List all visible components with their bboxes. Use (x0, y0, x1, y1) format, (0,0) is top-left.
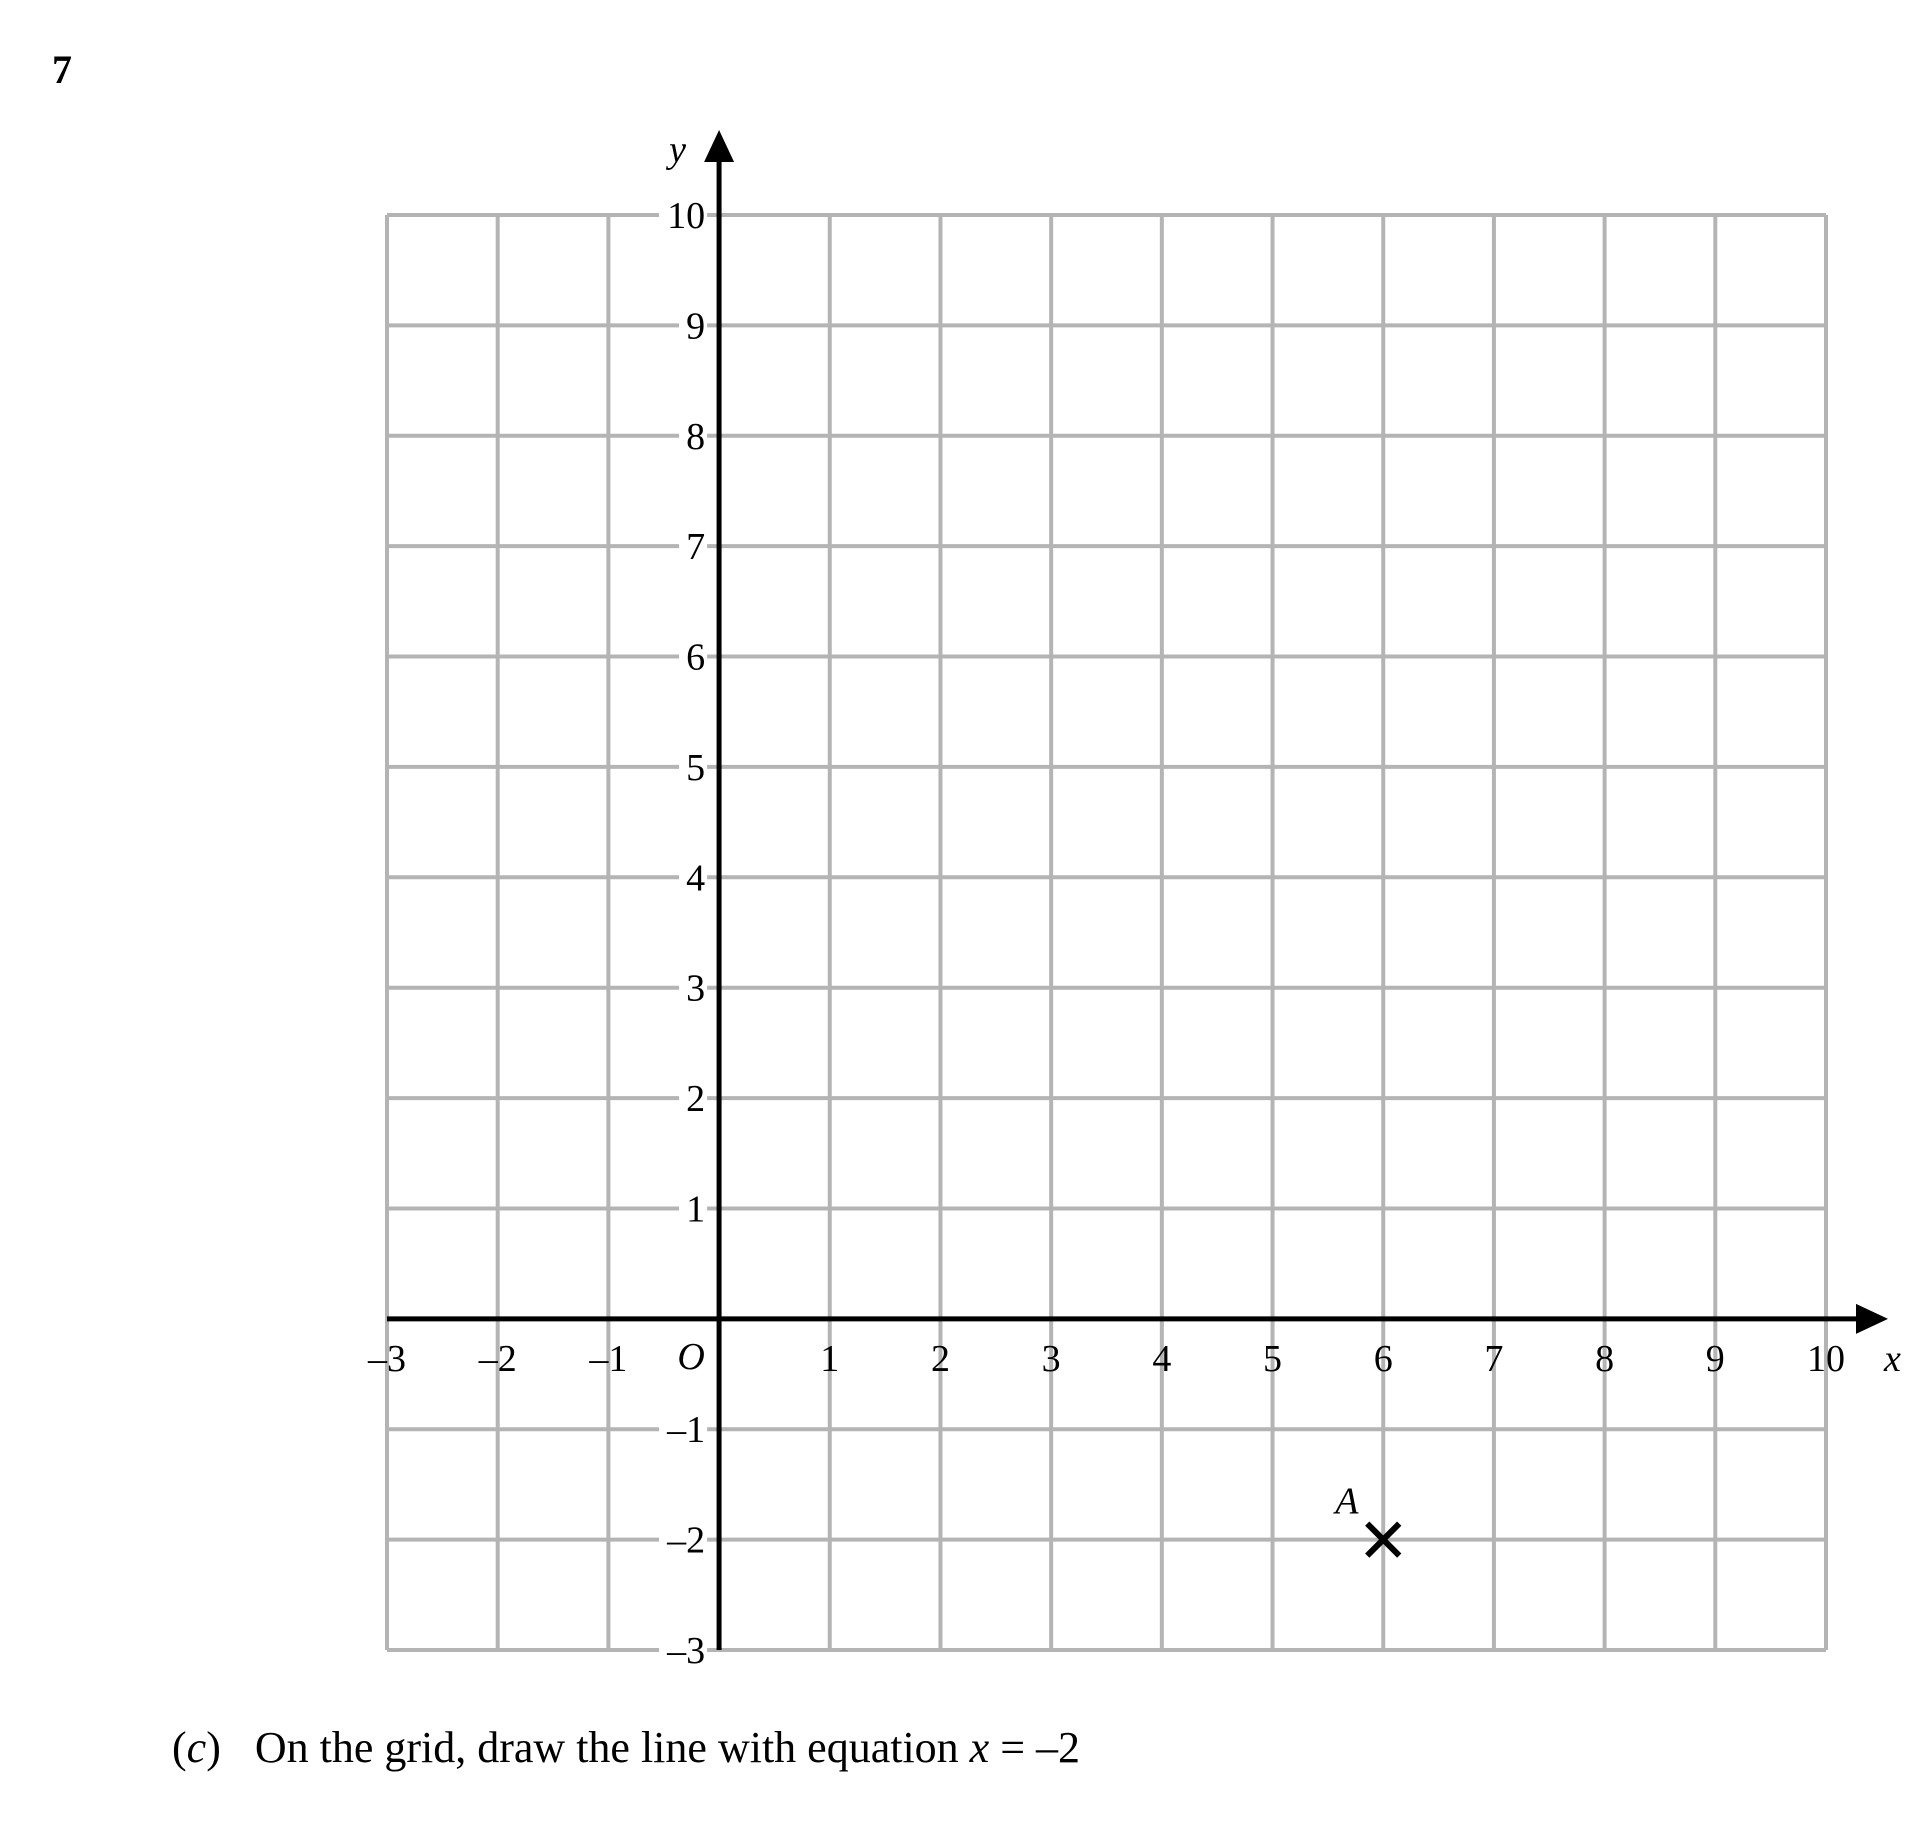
y-tick-label: –2 (667, 1519, 706, 1562)
axes (387, 130, 1888, 1650)
part-open: ( (172, 1723, 187, 1772)
x-tick-label: –1 (589, 1337, 628, 1380)
y-axis-arrow (704, 130, 734, 162)
question-text-before: On the grid, draw the line with equation (254, 1723, 970, 1772)
y-tick-label: 5 (686, 746, 706, 789)
question-number: 7 (52, 47, 72, 92)
y-tick-label: 8 (686, 415, 706, 458)
question-text (172, 1722, 1080, 1773)
y-axis-label: y (669, 129, 686, 171)
y-tick-label: –1 (667, 1409, 706, 1452)
y-tick-label: 10 (667, 195, 706, 237)
part-close: ) (206, 1723, 221, 1772)
y-tick-label: 4 (686, 857, 706, 900)
x-tick-label: 4 (1152, 1337, 1172, 1380)
x-tick-label: 6 (1373, 1337, 1393, 1380)
equation-variable: x (969, 1723, 990, 1772)
y-tick-label: –3 (667, 1630, 706, 1672)
point-label: A (1335, 1480, 1359, 1523)
x-tick-label: 5 (1263, 1337, 1283, 1380)
y-tick-label: 1 (686, 1188, 706, 1231)
y-tick-label: 3 (686, 967, 706, 1010)
y-tick-label: 9 (686, 305, 706, 348)
x-axis-label: x (1884, 1337, 1901, 1380)
tick-labels (367, 129, 1901, 1672)
part-label (172, 1723, 221, 1772)
x-tick-label: 2 (930, 1337, 950, 1380)
y-tick-label: 6 (686, 636, 706, 679)
x-tick-label: 8 (1595, 1337, 1615, 1380)
x-axis-arrow (1856, 1304, 1888, 1334)
question-text-after: = –2 (989, 1723, 1081, 1772)
x-tick-label: –2 (478, 1337, 517, 1380)
origin-label: O (677, 1335, 705, 1378)
x-tick-label: 9 (1705, 1337, 1725, 1380)
x-tick-label: 3 (1041, 1337, 1061, 1380)
x-tick-label: 1 (820, 1337, 840, 1380)
points-layer (1332, 1481, 1399, 1556)
part-letter: c (186, 1723, 207, 1772)
x-tick-label: 10 (1807, 1337, 1845, 1380)
grid-lines (387, 215, 1826, 1650)
x-tick-label: 7 (1484, 1337, 1504, 1380)
x-tick-label: –3 (368, 1337, 406, 1380)
y-tick-label: 7 (686, 526, 706, 569)
y-tick-label: 2 (686, 1078, 706, 1121)
